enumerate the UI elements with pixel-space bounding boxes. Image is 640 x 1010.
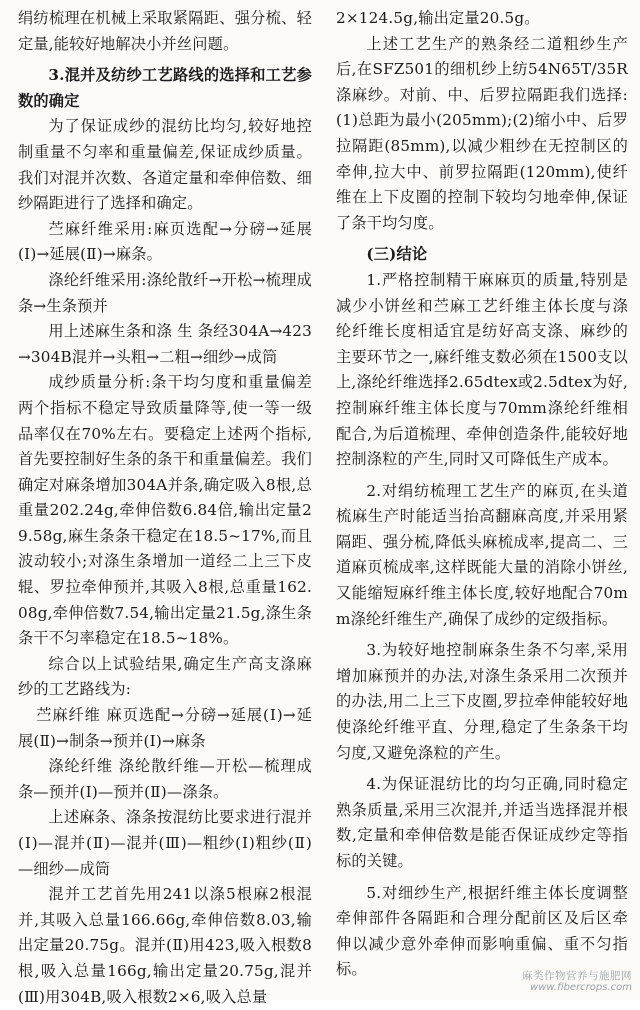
paragraph: 2×124.5g,输出定量20.5g。 xyxy=(336,9,540,27)
paragraph: 上述麻条、涤条按混纺比要求进行混并(Ⅰ)—混并(Ⅱ)—混并(Ⅲ)—粗纱(Ⅰ)粗纱(Ⅱ)—细纱—成筒 xyxy=(18,808,312,878)
section-heading: 3.混并及纺纱工艺路线的选择和工艺参数的确定 xyxy=(18,66,312,110)
paragraph: 用上述麻生条和涤 生 条经304A→423→304B混并→头粗→二粗→细纱→成筒 xyxy=(18,322,312,366)
paragraph: 5.对细纱生产,根据纤维主体长度调整牵伸部件各隔距和合理分配前区及后区牵伸以减少意外牵伸而影响重偏、重不匀指标。 xyxy=(336,883,628,979)
section-heading: (三)结论 xyxy=(366,245,428,264)
paragraph: 1.严格控制精干麻麻页的质量,特别是减少小饼丝和苎麻工艺纤维主体长度与涤纶纤维长度相适宜是纺好高支涤、麻纱的主要环节之一,麻纤维支数必须在1500支以上,涤纶纤维选择2.65dtex或2.5dtex为好,控制麻纤维主体长度与70mm涤纶纤维相配合,为后道梳理、牵伸创造条件,能较好地控制涤粒的产生,同时又可降低生产成本。 xyxy=(336,270,628,469)
left-column xyxy=(18,6,312,1010)
paragraph: 涤纶纤维采用:涤纶散纤→开松→梳理成条→生条预并 xyxy=(18,270,312,315)
paragraph: 3.为较好地控制麻条生条不匀率,采用增加麻预并的办法,对涤生条采用二次预并的办法,用二上三下皮圈,罗拉牵伸能较好地使涤纶纤维平直、分理,稳定了生条条干均匀度,又避免涤粒的产生。 xyxy=(336,641,628,762)
paragraph: 涤纶纤维 涤纶散纤维—开松—梳理成条—预并(Ⅰ)—预并(Ⅱ)—涤条。 xyxy=(18,757,312,801)
paragraph: 上述工艺生产的熟条经二道粗纱生产后,在SFZ501的细机纱上纺54N65T/35R涤麻纱。对前、中、后罗拉隔距我们选择:(1)总距为最小(205mm);(2)缩小中、后罗拉隔距(85mm),以减少粗纱在无控制区的牵伸,拉大中、前罗拉隔距(120mm),使纤维在上下皮圈的控制下较均匀地牵伸,保证了条干均匀度。 xyxy=(336,34,628,232)
paragraph: 2.对绢纺梳理工艺生产的麻页,在头道梳麻生产时能适当抬高翻麻高度,并采用紧隔距、强分梳,降低头麻梳成率,提高二、三道麻页梳成率,这样既能大量的消除小饼丝,又能缩短麻纤维主体长度,较好地配合70mm涤纶纤维生产,确保了成纱的定级指标。 xyxy=(336,481,628,628)
site-watermark xyxy=(522,970,632,994)
paragraph: 苎麻纤维采用:麻页选配→分磅→延展(Ⅰ)→延展(Ⅱ)→麻条。 xyxy=(18,219,312,264)
paragraph: 4.为保证混纺比的均匀正确,同时稳定熟条质量,采用三次混并,并适当选择混并根数,定量和牵伸倍数是能否保证成纱定等指标的关键。 xyxy=(336,775,628,870)
paragraph: 混并工艺首先用241以涤5根麻2根混并,其吸入总量166.66g,牵伸倍数8.03,输出定量20.75g。混并(Ⅱ)用423,吸入根数8根,吸入总量166g,输出定量20.75g,混并(Ⅲ)用304B,吸入根数2×6,吸入总量 xyxy=(18,885,312,1006)
paragraph: 成纱质量分析:条干均匀度和重量偏差两个指标不稳定导致质量降等,使一等一级品率仅在70%左右。要稳定上述两个指标,首先要控制好生条的条干和重量偏差。我们确定对麻条增加304A并条,确定吸入8根,总重量202.24g,牵伸倍数6.84倍,输出定量29.58g,麻生条条干稳定在18.5~17%,而且波动较小;对涤生条增加一道经二上三下皮辊、罗拉牵伸预并,其吸入8根,总重量162.08g,牵伸倍数7.54,输出定量21.5g,涤生条条干不匀率稳定在18.5~18%。 xyxy=(18,373,312,648)
paragraph: 为了保证成纱的混纺比均匀,较好地控制重量不匀率和重量偏差,保证成纱质量。我们对混并次数、各道定量和牵伸倍数、细纱隔距进行了选择和确定。 xyxy=(18,117,312,213)
right-column xyxy=(336,6,628,983)
watermark-text-cn: 麻类作物营养与施肥网 xyxy=(522,970,632,982)
paragraph: 绢纺梳理在机械上采取紧隔距、强分梳、轻定量,能较好地解决小并丝问题。 xyxy=(18,9,312,53)
paragraph: 综合以上试验结果,确定生产高支涤麻纱的工艺路线为: xyxy=(18,654,312,699)
paragraph: 苎麻纤维 麻页选配→分磅→延展(Ⅰ)→延展(Ⅱ)→制条→预并(Ⅰ)→麻条 xyxy=(18,706,312,750)
watermark-text-en: www.fibercrops.com xyxy=(530,982,632,993)
